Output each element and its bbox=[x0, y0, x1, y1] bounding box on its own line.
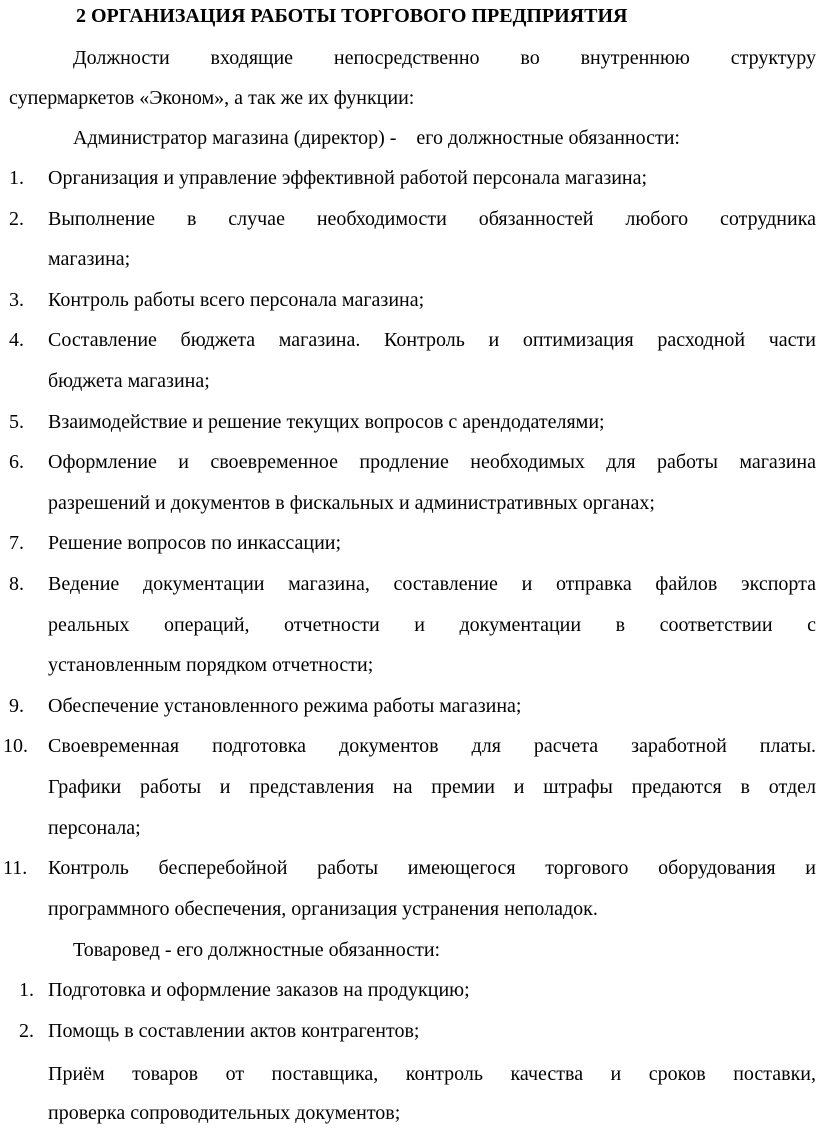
admin-duty-item-number: 11. bbox=[3, 857, 28, 880]
admin-duty-item-text: Решение вопросов по инкассации; bbox=[48, 532, 342, 555]
admin-duty-item-number: 10. bbox=[3, 735, 28, 758]
merch-duty-item-text: Помощь в составлении актов контрагентов; bbox=[48, 1019, 420, 1042]
intro-line-1: Должности входящие непосредственно во внутреннюю структуру bbox=[73, 47, 816, 69]
admin-duty-item-text: установленным порядком отчетности; bbox=[48, 654, 374, 677]
admin-duty-item-text: разрешений и документов в фискальных и административных органах; bbox=[48, 491, 655, 514]
admin-duty-item-number: 9. bbox=[9, 694, 24, 717]
admin-duty-item-number: 1. bbox=[9, 167, 24, 189]
merch-duty-item-text: Подготовка и оформление заказов на продукцию; bbox=[48, 979, 470, 1001]
merch-title: Товаровед - его должностные обязанности: bbox=[73, 939, 441, 961]
admin-duty-item-text: Контроль работы всего персонала магазина; bbox=[48, 288, 425, 311]
admin-duty-item-text: Составление бюджета магазина. Контроль и оптимизация расходной части bbox=[48, 329, 816, 352]
section-heading: 2 ОРГАНИЗАЦИЯ РАБОТЫ ТОРГОВОГО ПРЕДПРИЯТИЯ bbox=[76, 5, 628, 27]
merch-extra-line-2: проверка сопроводительных документов; bbox=[48, 1102, 401, 1124]
admin-duty-item-text: бюджета магазина; bbox=[48, 370, 210, 392]
admin-duty-item-number: 5. bbox=[9, 410, 24, 433]
merch-extra-line-1: Приём товаров от поставщика, контроль качества и сроков поставки, bbox=[48, 1063, 816, 1085]
admin-duty-item-number: 4. bbox=[9, 329, 24, 352]
admin-duty-item-text: Организация и управление эффективной работой персонала магазина; bbox=[48, 167, 648, 189]
admin-duty-item-text: реальных операций, отчетности и документации в соответствии с bbox=[48, 613, 816, 636]
admin-duty-item-text: программного обеспечения, организация устранения неполадок. bbox=[48, 897, 598, 920]
merch-duty-item-number: 1. bbox=[19, 979, 34, 1001]
admin-duty-item-text: Выполнение в случае необходимости обязанностей любого сотрудника bbox=[48, 207, 816, 230]
admin-duty-item-number: 2. bbox=[9, 207, 24, 230]
merch-duty-item-number: 2. bbox=[19, 1019, 34, 1042]
admin-duty-item-number: 7. bbox=[9, 532, 24, 555]
admin-duty-item-text: Контроль бесперебойной работы имеющегося торгового оборудования и bbox=[48, 857, 816, 880]
admin-duty-item-text: Ведение документации магазина, составление и отправка файлов экспорта bbox=[48, 573, 816, 595]
admin-duty-item-text: персонала; bbox=[48, 816, 141, 839]
admin-duty-item-number: 6. bbox=[9, 451, 24, 474]
admin-duty-item-text: Своевременная подготовка документов для расчета заработной платы. bbox=[48, 735, 816, 758]
admin-title: Администратор магазина (директор) - его должностные обязанности: bbox=[73, 127, 680, 149]
admin-duty-item-text: Графики работы и представления на премии и штрафы предаются в отдел bbox=[48, 776, 816, 798]
admin-duty-item-number: 3. bbox=[9, 288, 24, 311]
admin-duty-item-text: Взаимодействие и решение текущих вопросов с арендодателями; bbox=[48, 410, 605, 433]
admin-duty-item-text: магазина; bbox=[48, 248, 131, 271]
admin-duty-item-number: 8. bbox=[9, 573, 24, 595]
intro-line-2: супермаркетов «Эконом», а так же их функции: bbox=[9, 87, 415, 109]
admin-duty-item-text: Обеспечение установленного режима работы магазина; bbox=[48, 694, 522, 717]
admin-duty-item-text: Оформление и своевременное продление необходимых для работы магазина bbox=[48, 451, 816, 474]
